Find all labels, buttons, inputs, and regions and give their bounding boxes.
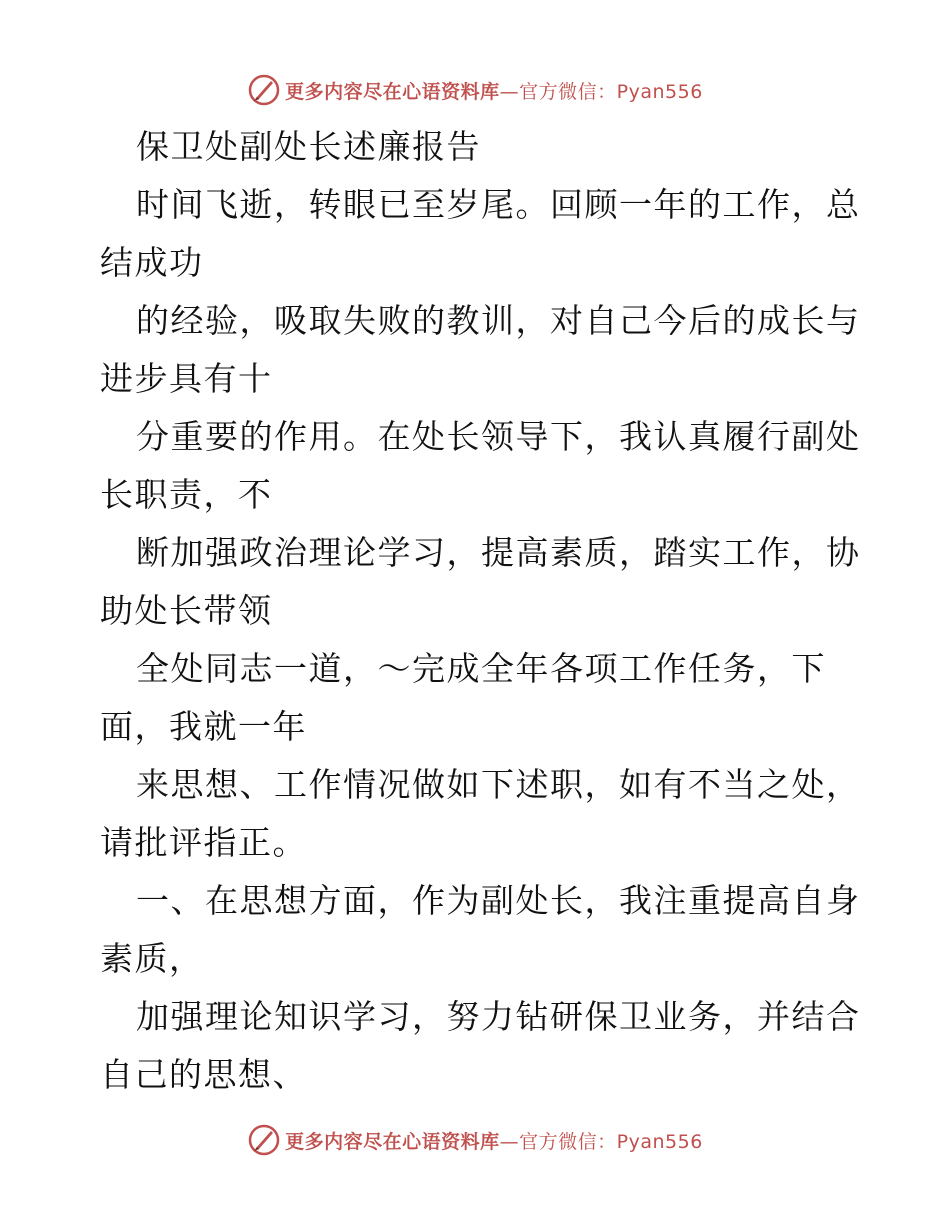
banner-wechat: 官方微信：Pyan556 (519, 80, 703, 103)
quill-logo-icon (247, 1123, 281, 1157)
paragraph-line: 时间飞逝，转眼已至岁尾。回顾一年的工作，总 (136, 185, 861, 224)
banner-separator: — (499, 1130, 520, 1153)
banner-text (285, 77, 703, 104)
paragraph-line: 分重要的作用。在处长领导下，我认真履行副处 (136, 417, 861, 456)
banner-title: 更多内容尽在心语资料库 (285, 80, 500, 103)
paragraph-line: 断加强政治理论学习，提高素质，踏实工作，协 (136, 533, 861, 572)
paragraph-line: 自己的思想、 (100, 1055, 307, 1094)
paragraph-line: 一、在思想方面，作为副处长，我注重提高自身 (136, 881, 861, 920)
paragraph-line: 的经验，吸取失败的教训，对自己今后的成长与 (136, 301, 861, 340)
paragraph-line: 全处同志一道，～完成全年各项工作任务，下 (136, 649, 826, 688)
banner-text (285, 1127, 703, 1154)
banner-separator: — (499, 80, 520, 103)
paragraph-line: 加强理论知识学习，努力钻研保卫业务，并结合 (136, 997, 861, 1036)
paragraph-line: 长职责，不 (100, 475, 273, 514)
paragraph-line: 结成功 (100, 243, 204, 282)
header-banner (0, 68, 950, 112)
banner-title: 更多内容尽在心语资料库 (285, 1130, 500, 1153)
banner-wechat: 官方微信：Pyan556 (519, 1130, 703, 1153)
paragraph-line: 面，我就一年 (100, 707, 307, 746)
paragraph-line: 请批评指正。 (100, 823, 307, 862)
quill-logo-icon (247, 73, 281, 107)
document-body (100, 118, 861, 1104)
paragraph-line: 素质， (100, 939, 204, 978)
paragraph-line: 助处长带领 (100, 591, 273, 630)
paragraph-line: 进步具有十 (100, 359, 273, 398)
document-title: 保卫处副处长述廉报告 (136, 127, 481, 166)
paragraph-line: 来思想、工作情况做如下述职，如有不当之处， (136, 765, 861, 804)
footer-banner (0, 1118, 950, 1162)
